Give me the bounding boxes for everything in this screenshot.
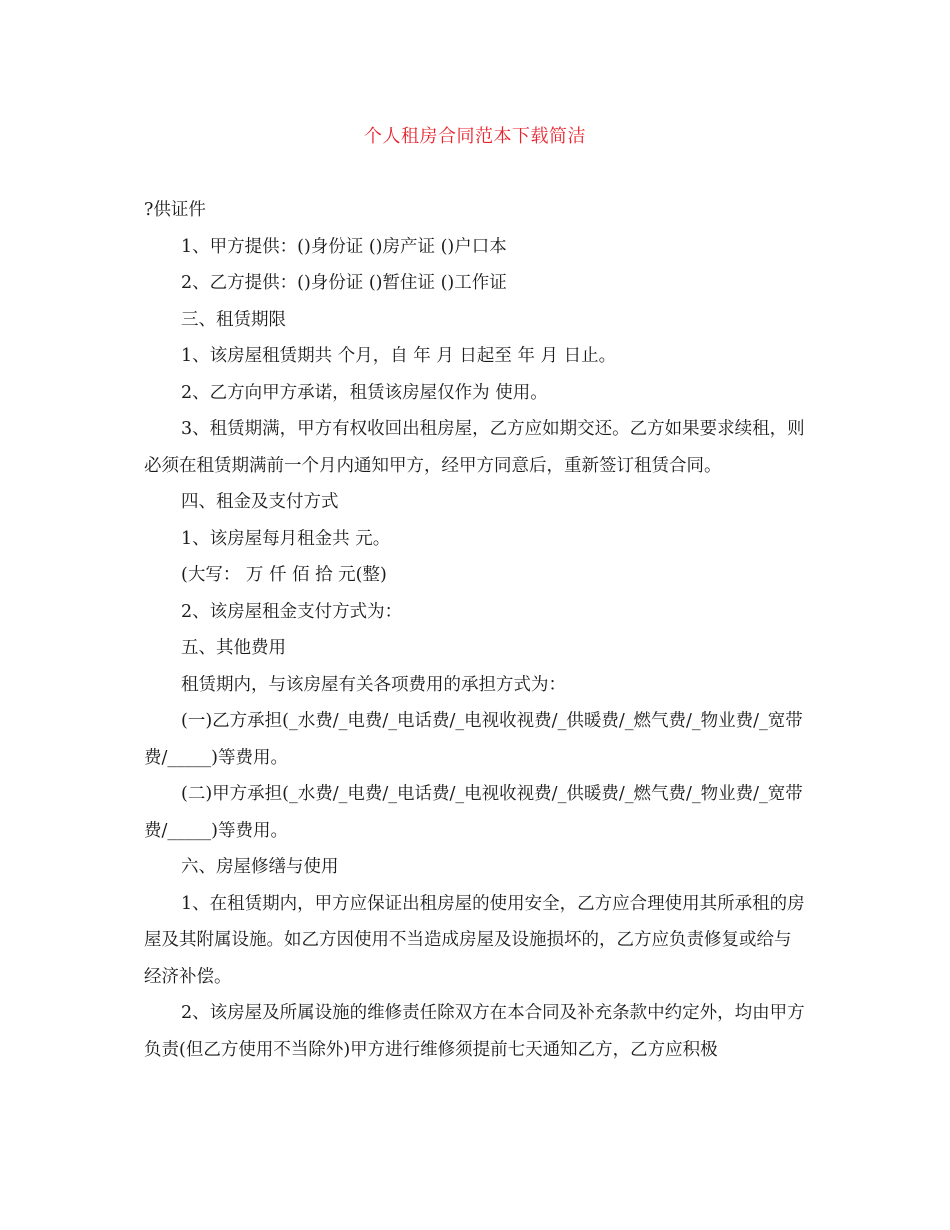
- section-heading-other-fees: 五、其他费用: [181, 638, 286, 658]
- paragraph-payment-method: 2、该房屋租金支付方式为：: [181, 601, 403, 622]
- paragraph-lease-expiry: 3、租赁期满，甲方有权收回出租房屋，乙方应如期交还。乙方如果要求续租，则必须在租赁期满前一个月内通知甲方，经甲方同意后，重新签订租赁合同。: [144, 419, 805, 476]
- section-heading-lease-term: 三、租赁期限: [181, 309, 286, 330]
- document-title: 个人租房合同范本下载简洁: [364, 126, 586, 147]
- paragraph-documents-heading: ?供证件: [144, 200, 206, 220]
- document-body: [144, 192, 808, 1068]
- paragraph-maintenance: 2、该房屋及所属设施的维修责任除双方在本合同及补充条款中约定外，均由甲方负责(但乙方使用不当除外)甲方进行维修须提前七天通知乙方，乙方应积极: [144, 1003, 805, 1060]
- paragraph-monthly-rent: 1、该房屋每月租金共 元。: [181, 528, 391, 549]
- paragraph-party-a-documents: 1、甲方提供：()身份证 ()房产证 ()户口本: [181, 236, 507, 257]
- paragraph-party-b-fees: (一)乙方承担(_水费/_电费/_电话费/_电视收视费/_供暖费/_燃气费/_物业费/_宽带费/_____)等费用。: [144, 711, 803, 768]
- paragraph-fees-intro: 租赁期内，与该房屋有关各项费用的承担方式为：: [181, 674, 566, 695]
- paragraph-safe-use: 1、在租赁期内，甲方应保证出租房屋的使用安全，乙方应合理使用其所承租的房屋及其附属设施。如乙方因使用不当造成房屋及设施损坏的，乙方应负责修复或给与经济补偿。: [144, 893, 805, 987]
- section-heading-rent-payment: 四、租金及支付方式: [181, 492, 339, 512]
- paragraph-rent-in-words: (大写： 万 仟 佰 拾 元(整): [181, 565, 387, 585]
- paragraph-party-a-fees: (二)甲方承担(_水费/_电费/_电话费/_电视收视费/_供暖费/_燃气费/_物业费/_宽带费/_____)等费用。: [144, 784, 803, 841]
- paragraph-party-b-documents: 2、乙方提供：()身份证 ()暂住证 ()工作证: [181, 273, 507, 293]
- section-heading-repair-use: 六、房屋修缮与使用: [181, 857, 339, 877]
- paragraph-lease-usage: 2、乙方向甲方承诺，租赁该房屋仅作为 使用。: [181, 382, 548, 403]
- paragraph-lease-duration: 1、该房屋租赁期共 个月，自 年 月 日起至 年 月 日止。: [181, 346, 617, 366]
